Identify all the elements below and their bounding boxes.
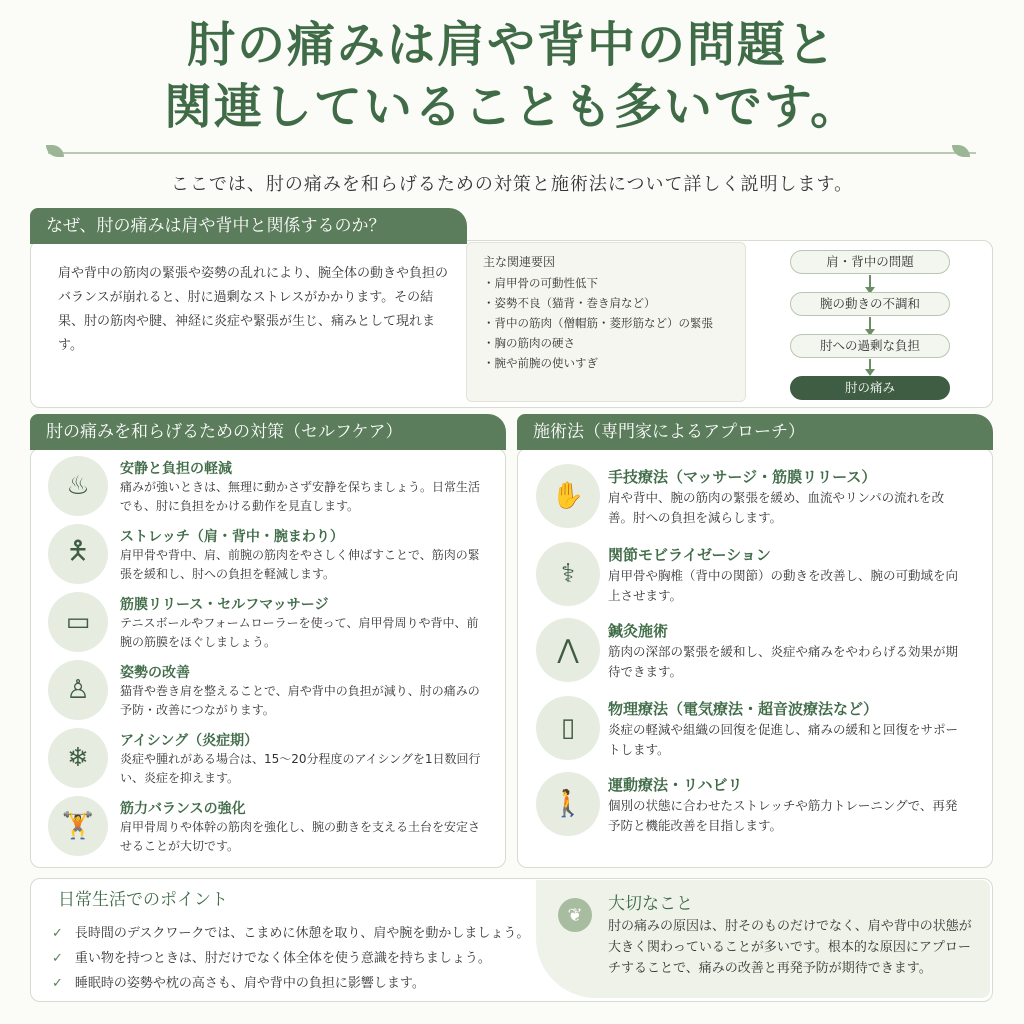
check-icon: ✓ (52, 976, 63, 991)
page-subtitle: ここでは、肘の痛みを和らげるための対策と施術法について詳しく説明します。 (170, 174, 854, 195)
factors-box (466, 242, 746, 402)
leaf-left-icon (46, 145, 64, 157)
steam-icon: ♨ (48, 456, 108, 516)
check-icon: ✓ (52, 926, 63, 941)
selfcare-item-desc: 肩甲骨や背中、肩、前腕の筋肉をやさしく伸ばすことで、筋肉の緊張を緩和し、肘への負担を軽減します。 (120, 548, 480, 581)
important-heading: 大切なこと (608, 894, 693, 914)
massage-icon: ✋ (536, 464, 600, 528)
treatment-item-title: 鍼灸施術 (608, 622, 669, 640)
treatment-item-desc: 肩甲骨や胸椎（背中の関節）の動きを改善し、腕の可動域を向上させます。 (608, 568, 959, 603)
selfcare-item-title: 筋膜リリース・セルフマッサージ (120, 597, 329, 613)
daily-point-text: 睡眠時の姿勢や枕の高さも、肩や背中の負担に影響します。 (74, 976, 425, 991)
check-icon: ✓ (52, 951, 63, 966)
factors-title: 主な関連要因 (483, 255, 556, 269)
flow-step-3: 肘への過剰な負担 (790, 334, 950, 358)
selfcare-item-title: 安静と負担の軽減 (120, 461, 232, 477)
posture-icon: ♙ (48, 660, 108, 720)
leaf-icon: ❦ (558, 898, 592, 932)
factor-item: ・腕や前腕の使いすぎ (483, 356, 598, 370)
why-text: 肩や背中の筋肉の緊張や姿勢の乱れにより、腕全体の動きや負担のバランスが崩れると、肘に過剰なストレスがかかります。その結果、肘の筋肉や腱、神経に炎症や緊張が生じ、痛みとして現れます。 (58, 266, 449, 353)
selfcare-item-desc: 炎症や腫れがある場合は、15〜20分程度のアイシングを1日数回行い、炎症を抑えます。 (120, 752, 481, 785)
flow-step-1: 肩・背中の問題 (790, 250, 950, 274)
acupuncture-icon: ⋀ (536, 618, 600, 682)
spine-icon: ⚕ (536, 542, 600, 606)
why-heading: なぜ、肘の痛みは肩や背中と関係するのか？ (30, 208, 467, 244)
selfcare-heading: 肘の痛みを和らげるための対策（セルフケア） (30, 414, 506, 450)
daily-point (52, 947, 491, 966)
daily-heading: 日常生活でのポイント (58, 890, 228, 910)
treatment-item-title: 手技療法（マッサージ・筋膜リリース） (608, 468, 877, 486)
treatment-item-title: 物理療法（電気療法・超音波療法など） (608, 700, 879, 718)
factor-item: ・胸の筋肉の硬さ (483, 336, 575, 350)
flow-step-4: 肘の痛み (790, 376, 950, 400)
daily-point-text: 重い物を持つときは、肘だけでなく体全体を使う意識を持ちましょう。 (74, 951, 491, 966)
flow-step-2: 腕の動きの不調和 (790, 292, 950, 316)
selfcare-item-title: ストレッチ（肩・背中・腕まわり） (120, 529, 344, 545)
selfcare-item-title: 姿勢の改善 (120, 665, 190, 681)
title-divider (48, 152, 976, 154)
therapy-device-icon: ▯ (536, 696, 600, 760)
selfcare-item-title: アイシング（炎症期） (120, 733, 259, 749)
daily-point (52, 922, 529, 941)
foam-roller-icon: ▭ (48, 592, 108, 652)
factor-item: ・姿勢不良（猫背・巻き肩など） (483, 296, 656, 310)
treatment-item-desc: 筋肉の深部の緊張を緩和し、炎症や痛みをやわらげる効果が期待できます。 (608, 644, 959, 679)
treatment-heading: 施術法（専門家によるアプローチ） (517, 414, 993, 450)
leaf-right-icon (952, 145, 970, 157)
important-text: 肘の痛みの原因は、肘そのものだけでなく、肩や背中の状態が大きく関わっていることが多いです。根本的な原因にアプローチすることで、痛みの改善と再発予防が期待できます。 (608, 919, 972, 976)
flow-arrow-icon (869, 275, 871, 288)
treatment-item-desc: 肩や背中、腕の筋肉の緊張を緩め、血流やリンパの流れを改善。肘への負担を減らします。 (608, 490, 945, 525)
daily-point-text: 長時間のデスクワークでは、こまめに休憩を取り、肩や腕を動かしましょう。 (74, 926, 530, 941)
selfcare-item-desc: テニスボールやフォームローラーを使って、肩甲骨周りや背中、前腕の筋膜をほぐしましょう。 (120, 616, 479, 649)
page-title (0, 14, 1024, 138)
selfcare-item-desc: 肩甲骨周りや体幹の筋肉を強化し、腕の動きを支える土台を安定させることが大切です。 (120, 820, 481, 853)
selfcare-item-title: 筋力バランスの強化 (120, 801, 246, 817)
treatment-item-title: 関節モビライゼーション (608, 546, 771, 564)
flow-arrow-icon (869, 317, 871, 330)
factor-item: ・背中の筋肉（僧帽筋・菱形筋など）の緊張 (483, 316, 713, 330)
flow-arrow-icon (869, 359, 871, 370)
treatment-item-title: 運動療法・リハビリ (608, 776, 743, 794)
selfcare-item-desc: 猫背や巻き肩を整えることで、肩や背中の負担が減り、肘の痛みの予防・改善につながります。 (120, 684, 480, 717)
title-line-2: 関連していることも多いです。 (163, 79, 861, 135)
treatment-item-desc: 炎症の軽減や組織の回復を促進し、痛みの緩和と回復をサポートします。 (608, 722, 959, 757)
walking-icon: 🚶 (536, 772, 600, 836)
selfcare-item-desc: 痛みが強いときは、無理に動かさず安静を保ちましょう。日常生活でも、肘に負担をかける動作を見直します。 (120, 480, 481, 513)
dumbbell-icon: 🏋 (48, 796, 108, 856)
stretch-icon: 🯅 (48, 524, 108, 584)
ice-bag-icon: ❄ (48, 728, 108, 788)
factor-item: ・肩甲骨の可動性低下 (483, 276, 598, 290)
title-line-1: 肘の痛みは肩や背中の問題と (186, 17, 837, 73)
treatment-item-desc: 個別の状態に合わせたストレッチや筋力トレーニングで、再発予防と機能改善を目指します。 (608, 798, 958, 833)
daily-point (52, 972, 425, 991)
